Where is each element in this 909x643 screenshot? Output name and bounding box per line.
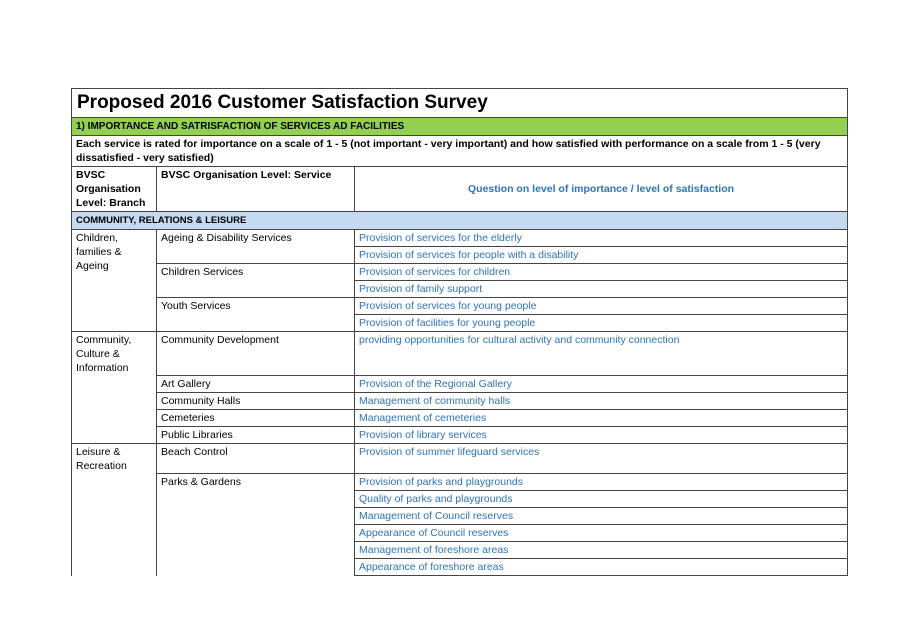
section-heading-community: COMMUNITY, RELATIONS & LEISURE — [72, 212, 848, 230]
header-branch: BVSC Organisation Level: Branch — [72, 167, 157, 212]
service-cell: Ageing & Disability Services — [157, 230, 355, 264]
table-row — [72, 444, 848, 474]
table-row — [72, 230, 848, 247]
question-cell: Provision of services for people with a disability — [355, 247, 848, 264]
question-cell: Provision of the Regional Gallery — [355, 376, 848, 393]
question-cell: Appearance of Council reserves — [355, 525, 848, 542]
service-cell: Cemeteries — [157, 410, 355, 427]
question-cell: Provision of library services — [355, 427, 848, 444]
header-question: Question on level of importance / level of satisfaction — [355, 167, 848, 212]
question-cell: Management of Council reserves — [355, 508, 848, 525]
service-cell: Beach Control — [157, 444, 355, 474]
question-cell: providing opportunities for cultural activity and community connection — [355, 332, 848, 376]
survey-description: Each service is rated for importance on a scale of 1 - 5 (not important - very important) and how satisfied with performance on a scale from 1 - 5 (very dissatisfied - very satisfied) — [72, 136, 848, 167]
table-row — [72, 332, 848, 376]
table-row — [72, 264, 848, 281]
table-row — [72, 393, 848, 410]
question-cell: Provision of family support — [355, 281, 848, 298]
service-cell: Community Development — [157, 332, 355, 376]
branch-cell: Children, families & Ageing — [72, 230, 157, 332]
table-row — [72, 410, 848, 427]
service-cell: Art Gallery — [157, 376, 355, 393]
header-service: BVSC Organisation Level: Service — [157, 167, 355, 212]
branch-cell: Leisure & Recreation — [72, 444, 157, 576]
service-cell: Parks & Gardens — [157, 474, 355, 576]
page-title: Proposed 2016 Customer Satisfaction Survey — [72, 89, 848, 118]
table-row — [72, 376, 848, 393]
service-cell: Community Halls — [157, 393, 355, 410]
table-row — [72, 427, 848, 444]
question-cell: Appearance of foreshore areas — [355, 559, 848, 576]
service-cell: Children Services — [157, 264, 355, 298]
question-cell: Provision of summer lifeguard services — [355, 444, 848, 474]
service-cell: Public Libraries — [157, 427, 355, 444]
table-row — [72, 474, 848, 491]
question-cell: Provision of services for children — [355, 264, 848, 281]
question-cell: Quality of parks and playgrounds — [355, 491, 848, 508]
table-row — [72, 298, 848, 315]
section-heading-importance: 1) IMPORTANCE AND SATRISFACTION OF SERVICES AD FACILITIES — [72, 118, 848, 136]
question-cell: Provision of parks and playgrounds — [355, 474, 848, 491]
question-cell: Provision of services for young people — [355, 298, 848, 315]
question-cell: Management of community halls — [355, 393, 848, 410]
survey-table — [71, 88, 848, 576]
question-cell: Provision of facilities for young people — [355, 315, 848, 332]
branch-cell: Community, Culture & Information — [72, 332, 157, 444]
question-cell: Management of foreshore areas — [355, 542, 848, 559]
question-cell: Provision of services for the elderly — [355, 230, 848, 247]
service-cell: Youth Services — [157, 298, 355, 332]
question-cell: Management of cemeteries — [355, 410, 848, 427]
